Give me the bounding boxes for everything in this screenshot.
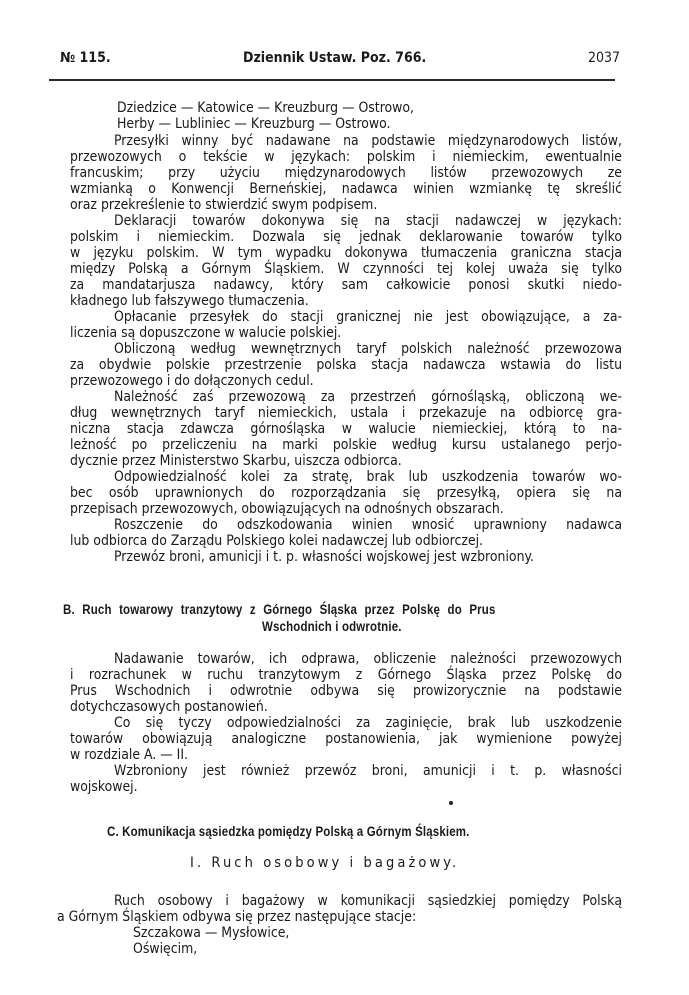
issue-number: № 115.	[60, 50, 111, 66]
publication-title: Dziennik Ustaw. Poz. 766.	[243, 50, 427, 66]
text-line: między Polską a Górnym Śląskiem. W czynności tej kolej uważa się tylko	[70, 261, 622, 277]
text-line: Przesyłki winny być nadawane na podstawie międzynarodowych listów,	[114, 133, 622, 149]
text-line: polskim i niemieckim. Dozwala się jednak deklarowanie towarów tylko	[70, 229, 622, 245]
text-line: niczna stacja zdawcza górnośląska w walucie niemieckiej, którą to na-	[70, 421, 622, 437]
text-line: towarów obowiązują analogiczne postanowienia, jak wymienione powyżej	[70, 731, 622, 747]
text-line: wojskowej.	[70, 779, 138, 795]
text-line: liczenia są dopuszczone w walucie polskiej.	[70, 325, 342, 341]
text-line: bec osób uprawnionych do rozporządzania się przesyłką, opiera się na	[70, 485, 622, 501]
station-line: Oświęcim,	[133, 941, 198, 957]
page-header	[60, 50, 620, 70]
text-line: Wzbroniony jest również przewóz broni, amunicji i t. p. własności	[114, 763, 622, 779]
text-line: Prus Wschodnich i odwrotnie odbywa się prowizorycznie na podstawie	[70, 683, 622, 699]
text-line: Opłacanie przesyłek do stacji granicznej nie jest obowiązujące, a za-	[114, 309, 622, 325]
text-line: dycznie przez Ministerstwo Skarbu, uiszcza odbiorca.	[70, 453, 402, 469]
section-b-heading: B. Ruch towarowy tranzytowy z Górnego Śląska przez Polskę do Prus	[63, 601, 496, 617]
text-line: lub odbiorca do Zarządu Polskiego kolei nadawczej lub odbiorczej.	[70, 533, 484, 549]
text-line: w rozdziale A. — II.	[70, 747, 189, 763]
text-line: Obliczoną według wewnętrznych taryf polskich należność przewozowa	[114, 341, 622, 357]
section-c-subheading: I. Ruch osobowy i bagażowy.	[190, 855, 460, 871]
section-b-heading-cont: Wschodnich i odwrotnie.	[262, 618, 402, 634]
text-line: Roszczenie do odszkodowania winien wnosić uprawniony nadawca	[114, 517, 622, 533]
text-line: przewozowych o tekście w językach: polskim i niemieckim, ewentualnie	[70, 149, 622, 165]
text-line: francuskim; przy użyciu międzynarodowych listów przewozowych ze	[70, 165, 622, 181]
text-line: za mandatarjusza nadawcy, który sam całkowicie ponosi skutki niedo-	[70, 277, 622, 293]
route-line: Dziedzice — Katowice — Kreuzburg — Ostrowo,	[117, 100, 415, 116]
text-line: w języku polskim. W tym wypadku dokonywa tłumaczenia graniczna stacja	[70, 245, 622, 261]
text-line: Co się tyczy odpowiedzialności za zaginięcie, brak lub uszkodzenie	[114, 715, 622, 731]
text-line: wzmianką o Konwencji Berneńskiej, nadawca winien wzmiankę tę skreślić	[70, 181, 622, 197]
page-number: 2037	[587, 50, 620, 66]
text-line: Deklaracji towarów dokonywa się na stacji nadawczej w językach:	[114, 213, 622, 229]
text-line: za obydwie polskie przestrzenie polska stacja nadawcza wstawia do listu	[70, 357, 622, 373]
ink-speck	[449, 801, 453, 805]
text-line: dług wewnętrznych taryf niemieckich, ustala i przekazuje na odbiorcę gra-	[70, 405, 622, 421]
text-line: oraz przekreślenie to stwierdzić swym podpisem.	[70, 197, 378, 213]
text-line: Odpowiedzialność kolei za stratę, brak lub uszkodzenia towarów wo-	[114, 469, 622, 485]
text-line: dotychczasowych postanowień.	[70, 699, 268, 715]
text-line: Nadawanie towarów, ich odprawa, obliczenie należności przewozowych	[114, 651, 622, 667]
section-c-heading: C. Komunikacja sąsiedzka pomiędzy Polską a Górnym Śląskiem.	[107, 823, 470, 839]
text-line: leżność po przeliczeniu na marki polskie według kursu ustalanego perjo-	[70, 437, 622, 453]
text-line: przewozowego i do dołączonych cedul.	[70, 373, 314, 389]
text-line: Przewóz broni, amunicji i t. p. własności wojskowej jest wzbroniony.	[114, 549, 534, 565]
route-line: Herby — Lubliniec — Kreuzburg — Ostrowo.	[117, 116, 391, 132]
text-line: kładnego lub fałszywego tłumaczenia.	[70, 293, 309, 309]
text-line: i rozrachunek w ruchu tranzytowym z Górnego Śląska przez Polskę do	[70, 667, 622, 683]
text-line: a Górnym Śląskiem odbywa się przez następujące stacje:	[57, 909, 417, 925]
station-line: Szczakowa — Mysłowice,	[133, 925, 290, 941]
header-rule	[49, 79, 615, 81]
text-line: Należność zaś przewozową za przestrzeń górnośląską, obliczoną we-	[114, 389, 622, 405]
text-line: przepisach przewozowych, obowiązujących na odnośnych obszarach.	[70, 501, 504, 517]
text-line: Ruch osobowy i bagażowy w komunikacji sąsiedzkiej pomiędzy Polską	[114, 893, 622, 909]
